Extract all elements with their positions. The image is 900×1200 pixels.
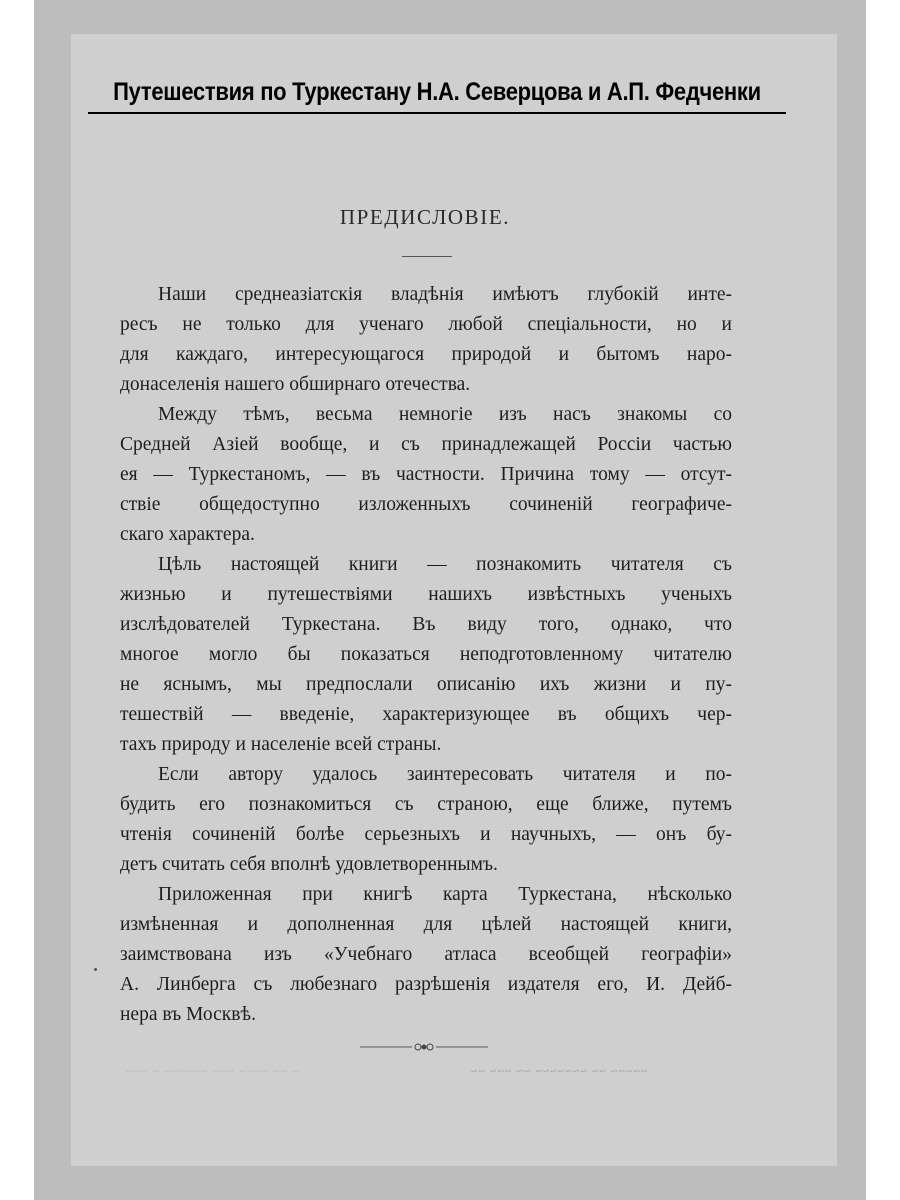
paragraph bbox=[120, 760, 732, 880]
text-line: Если автору удалось заинтересовать читателя и по- bbox=[158, 764, 732, 785]
text-line: А. Линберга съ любезнаго разрѣшенія издателя его, И. Дейб- bbox=[120, 974, 732, 995]
bleed-through-text-left: ~ ~~ ~~~~ ~~~ ~~~~~~ ~ ~~~ bbox=[125, 1064, 299, 1078]
text-line: Между тѣмъ, весьма немногіе изъ насъ знакомы со bbox=[158, 404, 732, 425]
text-line: заимствована изъ «Учебнаго атласа всеобщей географіи» bbox=[120, 944, 732, 965]
text-line: тешествій — введеніе, характеризующее въ общихъ чер- bbox=[120, 704, 732, 725]
paragraph bbox=[120, 400, 732, 550]
paper-speck bbox=[94, 968, 97, 971]
text-line: не яснымъ, мы предпослали описанію ихъ жизни и пу- bbox=[120, 674, 732, 695]
text-line: Приложенная при книгѣ карта Туркестана, нѣсколько bbox=[158, 884, 732, 905]
banner-title: Путешествия по Туркестану Н.А. Северцова и А.П. Федченки bbox=[113, 77, 761, 106]
text-line: Наши среднеазіатскія владѣнія имѣютъ глубокій инте- bbox=[158, 284, 732, 305]
paragraph bbox=[120, 280, 732, 400]
preface-heading: ПРЕДИСЛОВІЕ. bbox=[339, 205, 511, 229]
text-line: для каждаго, интересующагося природой и бытомъ наро- bbox=[120, 344, 732, 365]
text-line: изслѣдователей Туркестана. Въ виду того, однако, что bbox=[120, 614, 732, 635]
closing-ornament-icon bbox=[360, 1040, 488, 1054]
text-line: чтенія сочиненій болѣе серьезныхъ и научныхъ, — онъ бу- bbox=[120, 824, 732, 845]
heading-divider bbox=[402, 256, 452, 257]
paragraph bbox=[120, 880, 732, 1030]
text-line: Средней Азіей вообще, и съ принадлежащей Россіи частью bbox=[120, 434, 732, 455]
text-line: ствіе общедоступно изложенныхъ сочиненій географиче- bbox=[120, 494, 732, 515]
text-line: нера въ Москвѣ. bbox=[120, 1004, 256, 1025]
paragraph bbox=[120, 550, 732, 760]
text-line: Цѣль настоящей книги — познакомить читателя съ bbox=[158, 554, 732, 575]
banner-underline bbox=[88, 112, 786, 114]
text-line: донаселенія нашего обширнаго отечества. bbox=[120, 374, 471, 395]
text-line: скаго характера. bbox=[120, 524, 255, 545]
preface-body bbox=[120, 280, 732, 1030]
text-line: многое могло бы показаться неподготовленному читателю bbox=[120, 644, 732, 665]
text-line: детъ считать себя вполнѣ удовлетвореннымъ. bbox=[120, 854, 498, 875]
text-line: измѣненная и дополненная для цѣлей настоящей книги, bbox=[120, 914, 732, 935]
text-line: ея — Туркестаномъ, — въ частности. Причина тому — отсут- bbox=[120, 464, 732, 485]
text-line: жизнью и путешествіями нашихъ извѣстныхъ ученыхъ bbox=[120, 584, 732, 605]
text-line: будить его познакомиться съ страною, еще ближе, путемъ bbox=[120, 794, 732, 815]
bleed-through-text-right: ~~~~~ ~~ ~~~~~~~ ~~ ~~~ ~~ bbox=[470, 1064, 648, 1078]
text-line: ресъ не только для ученаго любой спеціальности, но и bbox=[120, 314, 732, 335]
text-line: тахъ природу и населеніе всей страны. bbox=[120, 734, 442, 755]
